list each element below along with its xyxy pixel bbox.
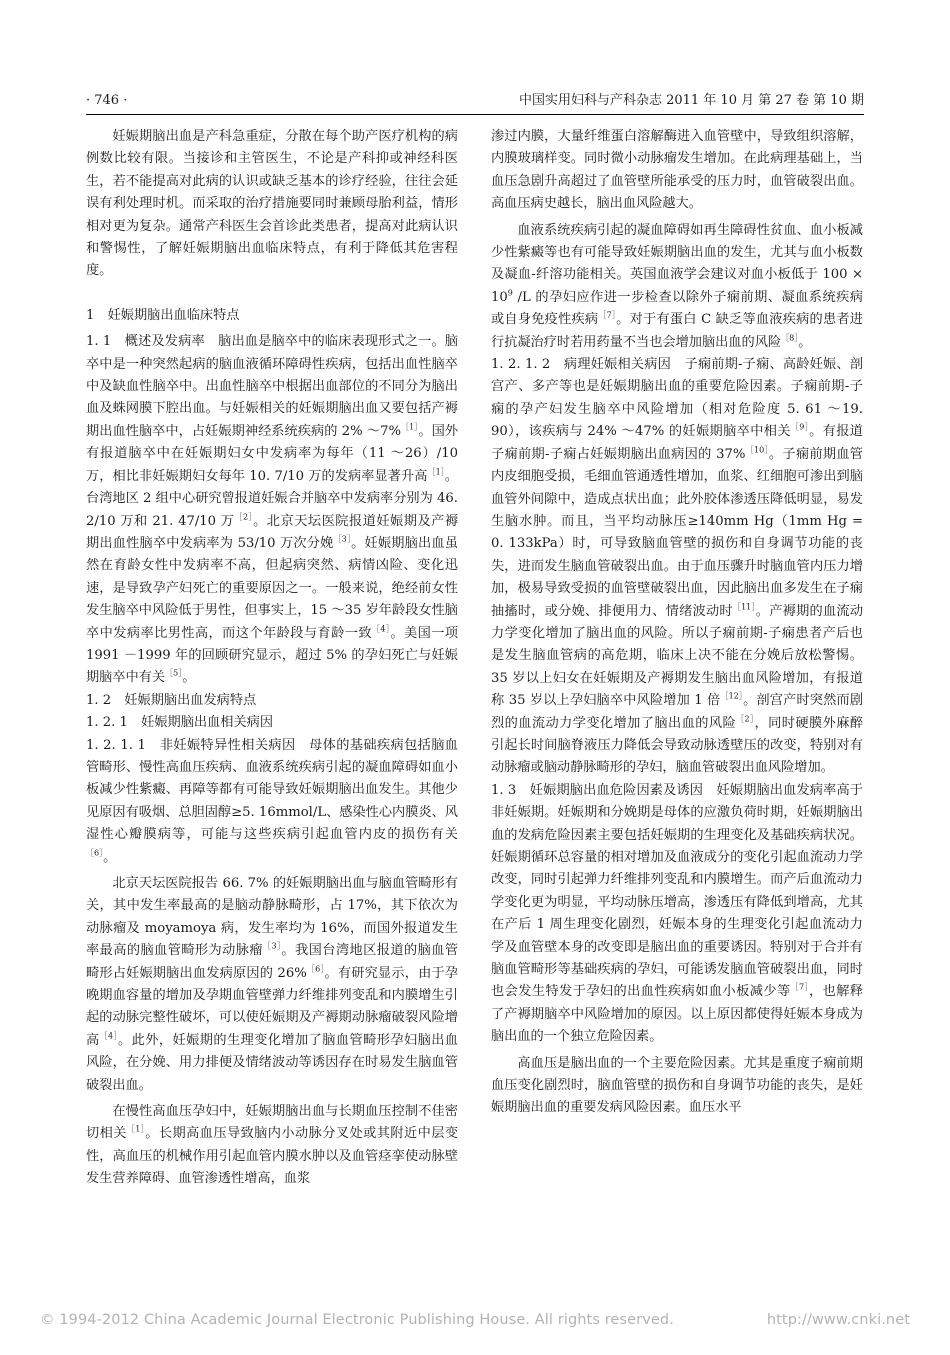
section-heading-1-2-1: 1. 2. 1 妊娠期脑出血相关病因 (86, 715, 274, 731)
page-number: · 746 · (86, 93, 128, 108)
intro-paragraph: 妊娠期脑出血是产科急重症，分散在每个助产医疗机构的病例数比较有限。当接诊和主管医生，不论是产科抑或神经科医生，若不能提高对此病的认识或缺乏基本的诊疗经验，往往会延误有利处理时机。而采取的治疗措施要同时兼顾母胎利益，情形相对更为复杂。通常产科医生会首诊此类患者，提高对此病认识和警惕性，了解妊娠期脑出血临床特点，有利于降低其危害程度。 (86, 129, 458, 279)
publisher-url: http://www.cnki.net (766, 1312, 910, 1328)
citation-ref: ［1］ (126, 1125, 146, 1135)
citation-ref: ［6］ (306, 964, 325, 974)
paragraph-tiantan: 北京天坛医院报告 66. 7% 的妊娠期脑出血与脑血管畸形有关，其中发生率最高的是脑动静脉畸形，占 17%，其下依次为动脉瘤及 moyamoya 病，发生率均为 16%，而国外报道发生率最高的脑血管畸形为动脉瘤$^{[3]}$。我国台湾地区报道的脑血管畸形占妊娠期脑出血发病原因的 26%$^{[6]}$。有研究显示，由于孕晚期血容量的增加及孕期血管壁弹力纤维排列变乱和内膜增生引起的动脉完整性破坏，可以使妊娠期及产褥期动脉瘤破裂风险增高$^{[4]}$。此外，妊娠期的生理变化增加了脑血管畸形孕妇脑出血风险，在分娩、用力排便及情绪波动等诱因存在时易发生脑血管破裂出血。 (86, 876, 459, 1093)
exponent: 9 (507, 288, 513, 298)
paragraph-bp-risk: 高血压是脑出血的一个主要危险因素。尤其是重度子痫前期血压变化剧烈时，脑血管壁的损伤和自身调节功能的丧失，是妊娠期脑出血的重要发病风险因素。血压水平 (491, 1055, 863, 1116)
citation-ref: ［3］ (333, 534, 352, 544)
citation-ref: ［7］ (790, 983, 809, 993)
citation-ref: ［3］ (263, 941, 282, 951)
paragraph-1-1: 1. 1 概述及发病率 脑出血是脑卒中的临床表现形式之一。脑卒中是一种突然起病的脑血液循环障碍性疾病，包括出血性脑卒中及缺血性脑卒中。出血性脑卒中根据出血部位的不同分为脑出血及蛛网膜下腔出血。与妊娠相关的妊娠期脑出血又要包括产褥期出血性脑卒中，占妊娠期神经系统疾病的 2% ～7%$^{[1]}$。国外有报道脑卒中在妊娠期妇女中发病率为每年（11 ～26）/10 万，相比非妊娠期妇女每年 10. 7/10 万的发病率显著升高$^{[1]}$。台湾地区 2 组中心研究曾报道妊娠合并脑卒中发病率分别为 46. 2/10 万和 21. 47/10 万$^{[2]}$。北京天坛医院报道妊娠期及产褥期出血性脑卒中发病率为 53/10 万次分娩$^{[3]}$。妊娠期脑出血虽然在育龄女性中发病率不高，但起病突然、病情凶险、变化迅速，是导致孕产妇死亡的重要原因之一。一般来说，绝经前女性发生脑卒中风险低于男性，但事实上，15 ～35 岁年龄段女性脑卒中发病率比男性高，而这个年龄段与育龄一致$^{[4]}$。美国一项 1991 －1999 年的回顾研究显示，超过 5% 的孕妇死亡与妊娠期脑卒中有关$^{[5]}$。 (86, 334, 459, 686)
header-rule (86, 114, 864, 115)
citation-ref: ［4］ (371, 624, 391, 634)
journal-citation: 中国实用妇科与产科杂志 2011 年 10 月 第 27 卷 第 10 期 (518, 93, 864, 108)
citation-ref: ［1］ (401, 422, 419, 432)
section-heading-1: 1 妊娠期脑出血临床特点 (86, 307, 240, 323)
citation-ref: ［2］ (736, 714, 755, 724)
page-header (86, 90, 864, 112)
paragraph-continued: 渗过内膜，大量纤维蛋白溶解酶进入血管壁中，导致组织溶解，内膜玻璃样变。同时微小动脉瘤发生增加。在此病理基础上，当血压急剧升高超过了血管壁所能承受的压力时，血管破裂出血。高血压病史越长，脑出血风险越大。 (491, 129, 863, 212)
citation-ref: ［8］ (781, 333, 799, 343)
copyright-notice: © 1994-2012 China Academic Journal Electronic Publishing House. All rights reserved. (40, 1312, 674, 1328)
citation-ref: ［9］ (790, 422, 810, 432)
citation-ref: ［12］ (720, 691, 744, 701)
citation-ref: ［1］ (427, 467, 445, 477)
citation-ref: ［10］ (745, 445, 769, 455)
paragraph-1-2-1-2: 1. 2. 1. 2 病理妊娠相关病因 子痫前期-子痫、高龄妊娠、剖宫产、多产等也是妊娠期脑出血的重要危险因素。子痫前期-子痫的孕产妇发生脑卒中风险增加（相对危险度 5. 61 ～19. 90），该疾病与 24% ～47% 的妊娠期脑卒中相关$^{[9]}$。有报道子痫前期-子痫占妊娠期脑出血病因的 37%$^{[10]}$。子痫前期血管内皮细胞受损，毛细血管通透性增加，血浆、红细胞可渗出到脑血管外间隙中，造成点状出血；此外胶体渗透压降低明显，易发生脑水肿。而且，当平均动脉压≥140mm Hg（1mm Hg = 0. 133kPa）时，可导致脑血管壁的损伤和自身调节功能的丧失，进而发生脑血管破裂出血。由于血压骤升时脑血管内压力增加，极易导致受损的血管壁破裂出血，因此脑出血多发生在子痫抽搐时，或分娩、排便用力、情绪波动时$^{[11]}$。产褥期的血流动力学变化增加了脑出血的风险。所以子痫前期-子痫患者产后也是发生脑血管病的高危期，临床上决不能在分娩后放松警惕。35 岁以上妇女在妊娠期及产褥期发生脑出血风险增加，有报道称 35 岁以上孕妇脑卒中风险增加 1 倍$^{[12]}$。剖宫产时突然而剧烈的血流动力学变化增加了脑出血的风险$^{[2]}$，同时硬膜外麻醉引起长时间脑脊液压力降低会导致动脉透壁压的改变，特别对有动脉瘤或脑动静脉畸形的孕妇，脑血管破裂出血风险增加。 (491, 357, 864, 776)
paragraph-1-2-1-1: 1. 2. 1. 1 非妊娠特异性相关病因 母体的基础疾病包括脑血管畸形、慢性高血压疾病、血液系统疾病引起的凝血障碍如血小板减少性紫癜、再障等都有可能导致妊娠期脑出血发生。其他少见原因有吸烟、总胆固醇≥5. 16mmol/L、感染性心内膜炎、风湿性心瓣膜病等，可能与这些疾病引起血管内皮的损伤有关$^{[6]}$。 (86, 737, 458, 865)
section-heading-1-2: 1. 2 妊娠期脑出血发病特点 (86, 692, 257, 708)
citation-ref: ［7］ (598, 310, 617, 320)
right-column (491, 126, 863, 1120)
citation-ref: ［11］ (732, 602, 756, 612)
citation-ref: ［6］ (86, 848, 104, 858)
paragraph-hypertension: 在慢性高血压孕妇中，妊娠期脑出血与长期血压控制不佳密切相关$^{[1]}$。长期高血压导致脑内小动脉分叉处或其附近中层变性，高血压的机械作用引起血管内膜水肿以及血管痉挛使动脉壁发生营养障碍、血管渗透性增高，血浆 (86, 1104, 459, 1187)
citation-ref: ［4］ (99, 1031, 119, 1041)
paragraph-1-3: 1. 3 妊娠期脑出血危险因素及诱因 妊娠期脑出血发病率高于非妊娠期。妊娠期和分娩期是母体的应激负荷时期，妊娠期脑出血的发病危险因素主要包括妊娠期的生理变化及基础疾病状况。妊娠期循环总容量的相对增加及血液成分的变化引起血流动力学改变，同时引起弹力纤维排列变乱和内膜增生。而产后血流动力学变化更为明显，平均动脉压增高，渗透压有降低到增高，尤其在产后 1 周生理变化剧烈，妊娠本身的生理变化引起血流动力学及血管壁本身的改变即是脑出血的重要诱因。特别对于合并有脑血管畸形等基础疾病的孕妇，可能诱发脑血管破裂出血，同时也会发生特发于孕妇的出血性疾病如血小板减少等$^{[7]}$，也解释了产褥期脑卒中风险增加的原因。以上原因都使得妊娠本身成为脑出血的一个独立危险因素。 (491, 782, 864, 1045)
citation-ref: ［2］ (234, 512, 254, 522)
paragraph-blood-disease: 血液系统疾病引起的凝血障碍如再生障碍性贫血、血小板减少性紫癜等也有可能导致妊娠期脑出血的发生，尤其与血小板数及凝血-纤溶功能相关。英国血液学会建议对血小板低于 100 × 10$^9$ /L 的孕妇应作进一步检查以除外子痫前期、凝血系统疾病或自身免疫性疾病$^{[7]}$。对于有蛋白 C 缺乏等血液疾病的患者进行抗凝治疗时若用药量不当也会增加脑出血的风险$^{[8]}$。 (491, 222, 863, 350)
left-column (86, 126, 458, 1191)
citation-ref: ［5］ (165, 668, 183, 678)
